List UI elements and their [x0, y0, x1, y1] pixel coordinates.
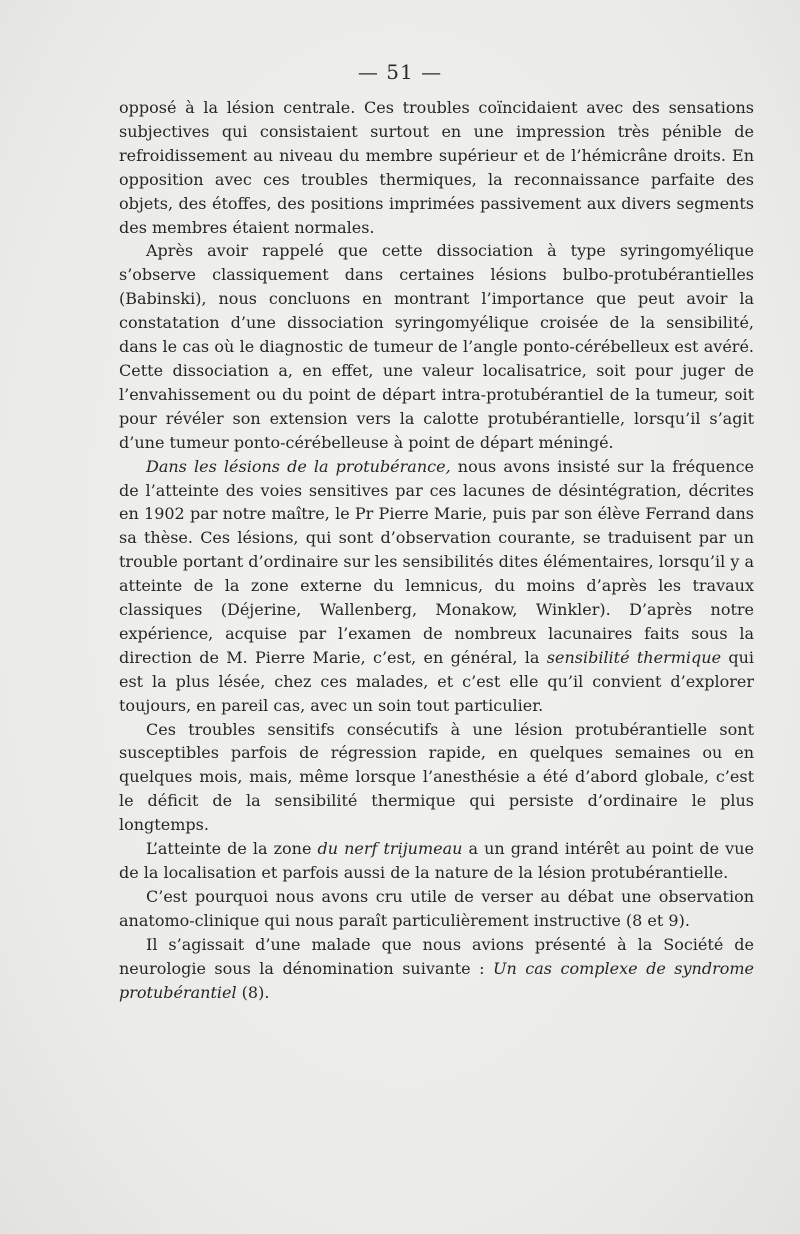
- text-segment: opposé à la lésion centrale. Ces troubles coïncidaient avec des sensations subjectives qui consistaient surtout en une impression très pénible de refroidissement au niveau du membre supérieur et de l’hémicrâne droits. En opposition avec ces troubles thermiques, la reconnaissance parfaite des objets, des étoffes, des positions imprimées passivement aux divers segments des membres étaient normales.: [119, 98, 754, 237]
- paragraph: [119, 837, 754, 885]
- italic-segment: sensibilité thermique: [546, 647, 722, 667]
- text-segment: (8).: [236, 982, 270, 1002]
- text-segment: Il s’agissait d’une malade que nous avions présenté à la Société de neurologie sous la dénomination suivante :: [119, 934, 754, 978]
- text-segment: L’atteinte de la zone: [146, 839, 318, 859]
- paragraph: [119, 239, 754, 454]
- body-text: [119, 96, 754, 1004]
- page-number: — 51 —: [357, 60, 443, 84]
- text-segment: qui est la plus lésée, chez ces malades, et c’est elle qu’il convient d’explorer toujours, en pareil cas, avec un soin tout particulier.: [119, 647, 755, 715]
- text-segment: Après avoir rappelé que cette dissociation à type syringomyélique s’observe classiquement dans certaines lésions bulbo-protubérantielles (Babinski), nous concluons en montrant l’importance que peut avoir la constatation d’une dissociation syringomyélique croisée de la sensibilité, dans le cas où le diagnostic de tumeur de l’angle ponto-cérébelleux est avéré. Cette dissociation a, en effet, une valeur localisatrice, soit pour juger de l’envahissement ou du point de départ intra-protubérantiel de la tumeur, soit pour révéler son extension vers la calotte protubérantielle, lorsqu’il s’agit d’une tumeur ponto-cérébelleuse à point de départ méningé.: [119, 241, 754, 452]
- paragraph: [119, 96, 754, 239]
- text-segment: nous avons insisté sur la fréquence de l’atteinte des voies sensitives par ces lacunes de désintégration, décrites en 1902 par notre maître, le Pr Pierre Marie, puis par son élève Ferrand dans sa thèse. Ces lésions, qui sont d’observation courante, se traduisent par un trouble portant d’ordinaire sur les sensibilités dites élémentaires, lorsqu’il y a atteinte de la zone externe du lemnicus, du moins d’après les travaux classiques (Déjerine, Wallenberg, Monakow, Winkler). D’après notre expérience, acquise par l’examen de nombreux lacunaires faits sous la direction de M. Pierre Marie, c’est, en général, la: [119, 456, 755, 667]
- paragraph: [119, 885, 754, 933]
- paragraph: [119, 933, 754, 1005]
- text-segment: a un grand intérêt au point de vue de la localisation et parfois aussi de la nature de la lésion protubérantielle.: [119, 839, 754, 882]
- paragraph: [119, 718, 754, 838]
- paragraph: [119, 455, 754, 718]
- text-segment: C’est pourquoi nous avons cru utile de verser au débat une observation anatomo-clinique qui nous paraît particulièrement instructive (8 et 9).: [119, 886, 754, 930]
- italic-segment: Un cas complexe de syndrome protubérantiel: [119, 958, 754, 1002]
- text-segment: Ces troubles sensitifs consécutifs à une lésion protubérantielle sont susceptibles parfois de régression rapide, en quelques semaines ou en quelques mois, mais, même lorsque l’anesthésie a été d’abord globale, c’est le déficit de la sensibilité thermique qui persiste d’ordinaire le plus longtemps.: [119, 719, 754, 835]
- italic-segment: Dans les lésions de la protubérance,: [146, 456, 451, 476]
- italic-segment: du nerf trijumeau: [317, 839, 463, 859]
